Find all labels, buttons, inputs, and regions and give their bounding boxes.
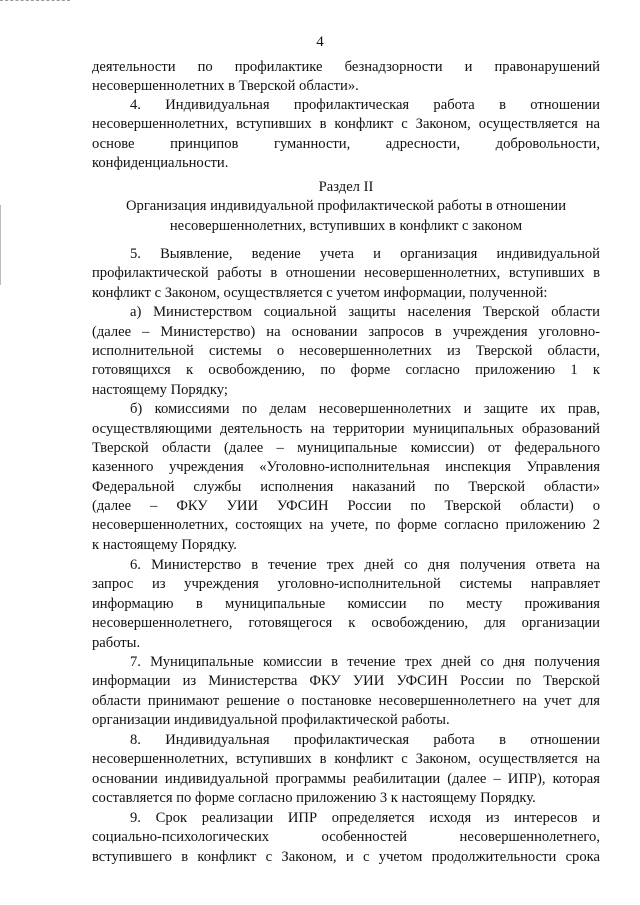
paragraph-5 — [92, 245, 600, 555]
text-line: (далее – ФКУ УИИ УФСИН России по Тверской области) о — [92, 498, 600, 515]
text-line: 5. Выявление, ведение учета и организация индивидуальной — [130, 246, 600, 262]
text-line: Тверской области (далее – муниципальные комиссии) от федерального — [92, 439, 600, 456]
text-line: профилактической работы в отношении несовершеннолетних, вступивших в — [92, 265, 600, 282]
text-line: (далее – Министерство) на основании запросов в учреждения уголовно- — [92, 323, 600, 340]
text-line: осуществляющими деятельность на территории муниципальных образований — [92, 420, 600, 437]
text-line: 8. Индивидуальная профилактическая работа в отношении — [130, 732, 600, 748]
text-line: запрос из учреждения уголовно-исполнительной системы направляет — [92, 576, 600, 593]
scan-edge-left — [0, 205, 1, 285]
paragraph-8 — [92, 731, 600, 809]
text-line: основе принципов гуманности, адресности, добровольности, — [92, 135, 600, 152]
text-line: основании индивидуальной программы реабилитации (далее – ИПР), которая — [92, 770, 600, 787]
paragraph-4 — [92, 96, 600, 174]
section-title: Раздел II — [318, 179, 374, 195]
text-line: организации индивидуальной профилактической работы. — [92, 712, 450, 729]
text-line: несовершеннолетних в Тверской области». — [92, 78, 359, 95]
text-line: несовершеннолетних, состоящих на учете, по форме согласно приложению 2 — [92, 517, 600, 534]
text-line: 7. Муниципальные комиссии в течение трех дней со дня получения — [130, 654, 600, 670]
paragraph-6 — [92, 556, 600, 653]
text-line: несовершеннолетних, вступивших в конфликт с Законом, осуществляется на — [92, 751, 600, 768]
text-line: 6. Министерство в течение трех дней со дня получения ответа на — [130, 557, 600, 573]
section-heading-line: несовершеннолетних, вступивших в конфликт с законом — [169, 217, 523, 234]
text-line: несовершеннолетних, вступивших в конфликт с Законом, осуществляется на — [92, 116, 600, 133]
text-line: 9. Срок реализации ИПР определяется исходя из интересов и — [130, 810, 600, 826]
text-line: Федеральной службы исполнения наказаний по Тверской области» — [92, 478, 600, 495]
text-line: к настоящему Порядку. — [92, 536, 237, 553]
text-line: казенного учреждения «Уголовно-исполнительная инспекция Управления — [92, 459, 600, 476]
text-line: исполнительной системы о несовершеннолетних из Тверской области, — [92, 342, 600, 359]
text-line: области принимают решение о постановке несовершеннолетнего на учет для — [92, 692, 600, 709]
text-line: составляется по форме согласно приложению 3 к настоящему Порядку. — [92, 790, 536, 807]
text-line: социально-психологических особенностей несовершеннолетнего, — [92, 829, 600, 846]
text-line: а) Министерством социальной защиты населения Тверской области — [130, 304, 600, 321]
section-heading — [92, 178, 600, 236]
text-line: 4. Индивидуальная профилактическая работа в отношении — [130, 97, 600, 113]
text-line: работы. — [92, 634, 141, 651]
page-number: 4 — [316, 34, 324, 50]
text-line: несовершеннолетнего, готовящегося к освобождению, для организации — [92, 615, 600, 632]
text-line: настоящему Порядку; — [92, 381, 228, 398]
text-line: вступившего в конфликт с Законом, и с учетом продолжительности срока — [92, 848, 600, 865]
text-line: б) комиссиями по делам несовершеннолетних и защите их прав, — [130, 401, 600, 418]
paragraph-9 — [92, 809, 600, 867]
scan-edge-top — [0, 0, 70, 3]
text-line: информацию в муниципальные комиссии по месту проживания — [92, 595, 600, 612]
text-line: конфиденциальности. — [92, 155, 229, 172]
intro-paragraph — [92, 58, 600, 97]
section-heading-line: Организация индивидуальной профилактической работы в отношении — [125, 198, 567, 215]
text-line: конфликт с Законом, осуществляется с учетом информации, полученной: — [92, 284, 548, 301]
paragraph-7 — [92, 653, 600, 731]
text-line: информации из Министерства ФКУ УИИ УФСИН России по Тверской — [92, 673, 600, 690]
text-line: деятельности по профилактике безнадзорности и правонарушений — [92, 59, 600, 75]
text-line: готовящихся к освобождению, по форме согласно приложению 1 к — [92, 362, 600, 379]
